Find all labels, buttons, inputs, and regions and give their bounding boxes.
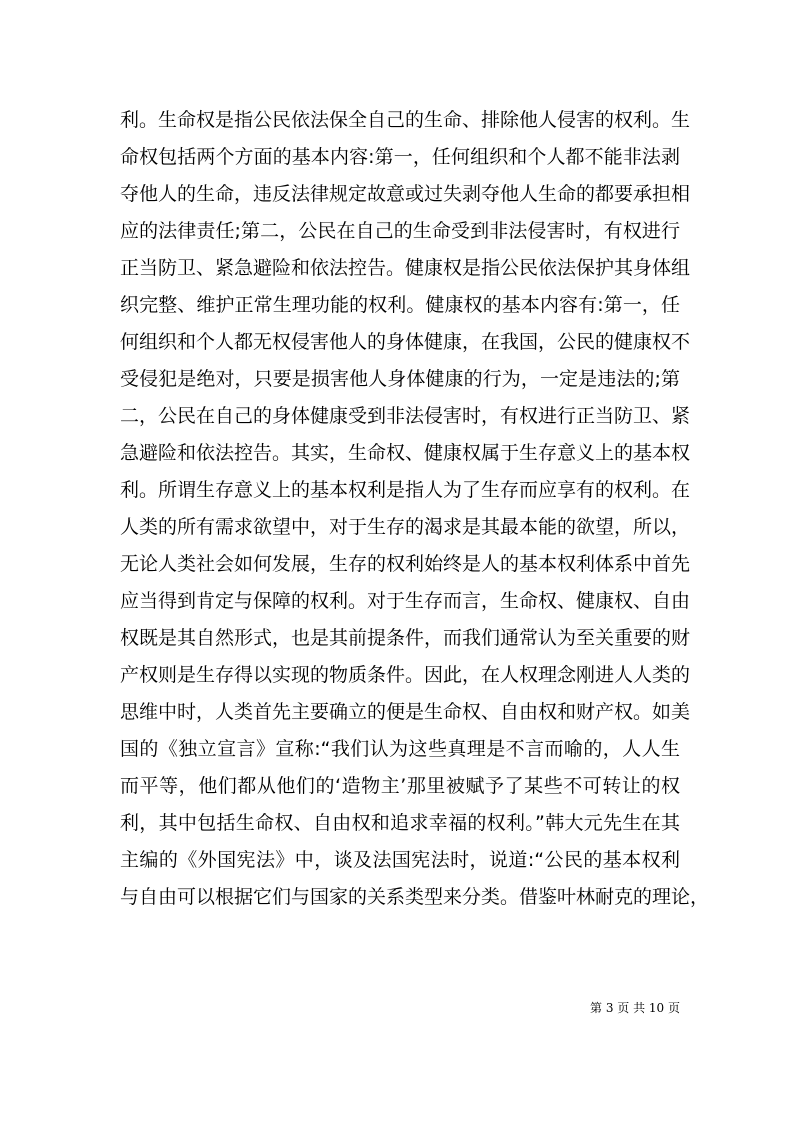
text-line: 织完整、维护正常生理功能的权利。健康权的基本内容有:第一，任 [120,294,680,316]
text-line: 夺他人的生命，违反法律规定故意或过失剥夺他人生命的都要承担相 [120,183,691,205]
page-number-footer: 第 3 页 共 10 页 [590,1001,680,1015]
text-line: 产权则是生存得以实现的物质条件。因此，在人权理念刚进人人类的 [120,664,691,686]
text-line: 何组织和个人都无权侵害他人的身体健康，在我国，公民的健康权不 [120,331,691,353]
text-line: 受侵犯是绝对，只要是损害他人身体健康的行为，一定是违法的;第 [120,368,680,390]
text-line: 利。所谓生存意义上的基本权利是指人为了生存而应享有的权利。在 [120,479,691,501]
text-line: 应的法律责任;第二，公民在自己的生命受到非法侵害时，有权进行 [120,220,680,242]
text-line: 正当防卫、紧急避险和依法控告。健康权是指公民依法保护其身体组 [120,257,691,279]
text-line: 国的《独立宣言》宣称:“我们认为这些真理是不言而喻的，人人生 [120,738,680,760]
text-line: 命权包括两个方面的基本内容:第一，任何组织和个人都不能非法剥 [120,146,680,168]
text-line: 权既是其自然形式，也是其前提条件，而我们通常认为至关重要的财 [120,627,691,649]
text-line: 而平等，他们都从他们的‘造物主’那里被赋予了某些不可转让的权 [120,775,680,797]
text-line: 利，其中包括生命权、自由权和追求幸福的权利。”韩大元先生在其 [120,812,680,834]
body-text [120,102,710,916]
text-line: 思维中时，人类首先主要确立的便是生命权、自由权和财产权。如美 [120,701,691,723]
text-line: 主编的《外国宪法》中，谈及法国宪法时，说道:“公民的基本权利 [120,849,680,871]
text-line: 急避险和依法控告。其实，生命权、健康权属于生存意义上的基本权 [120,442,691,464]
text-line: 利。生命权是指公民依法保全自己的生命、排除他人侵害的权利。生 [120,109,691,131]
text-line: 应当得到肯定与保障的权利。对于生存而言，生命权、健康权、自由 [120,590,691,612]
text-line: 人类的所有需求欲望中，对于生存的渴求是其最本能的欲望，所以， [120,516,691,538]
text-line: 无论人类社会如何发展，生存的权利始终是人的基本权利体系中首先 [120,553,691,575]
text-line: 二，公民在自己的身体健康受到非法侵害时，有权进行正当防卫、紧 [120,405,691,427]
text-line: 与自由可以根据它们与国家的关系类型来分类。借鉴叶林耐克的理论， [120,886,710,908]
